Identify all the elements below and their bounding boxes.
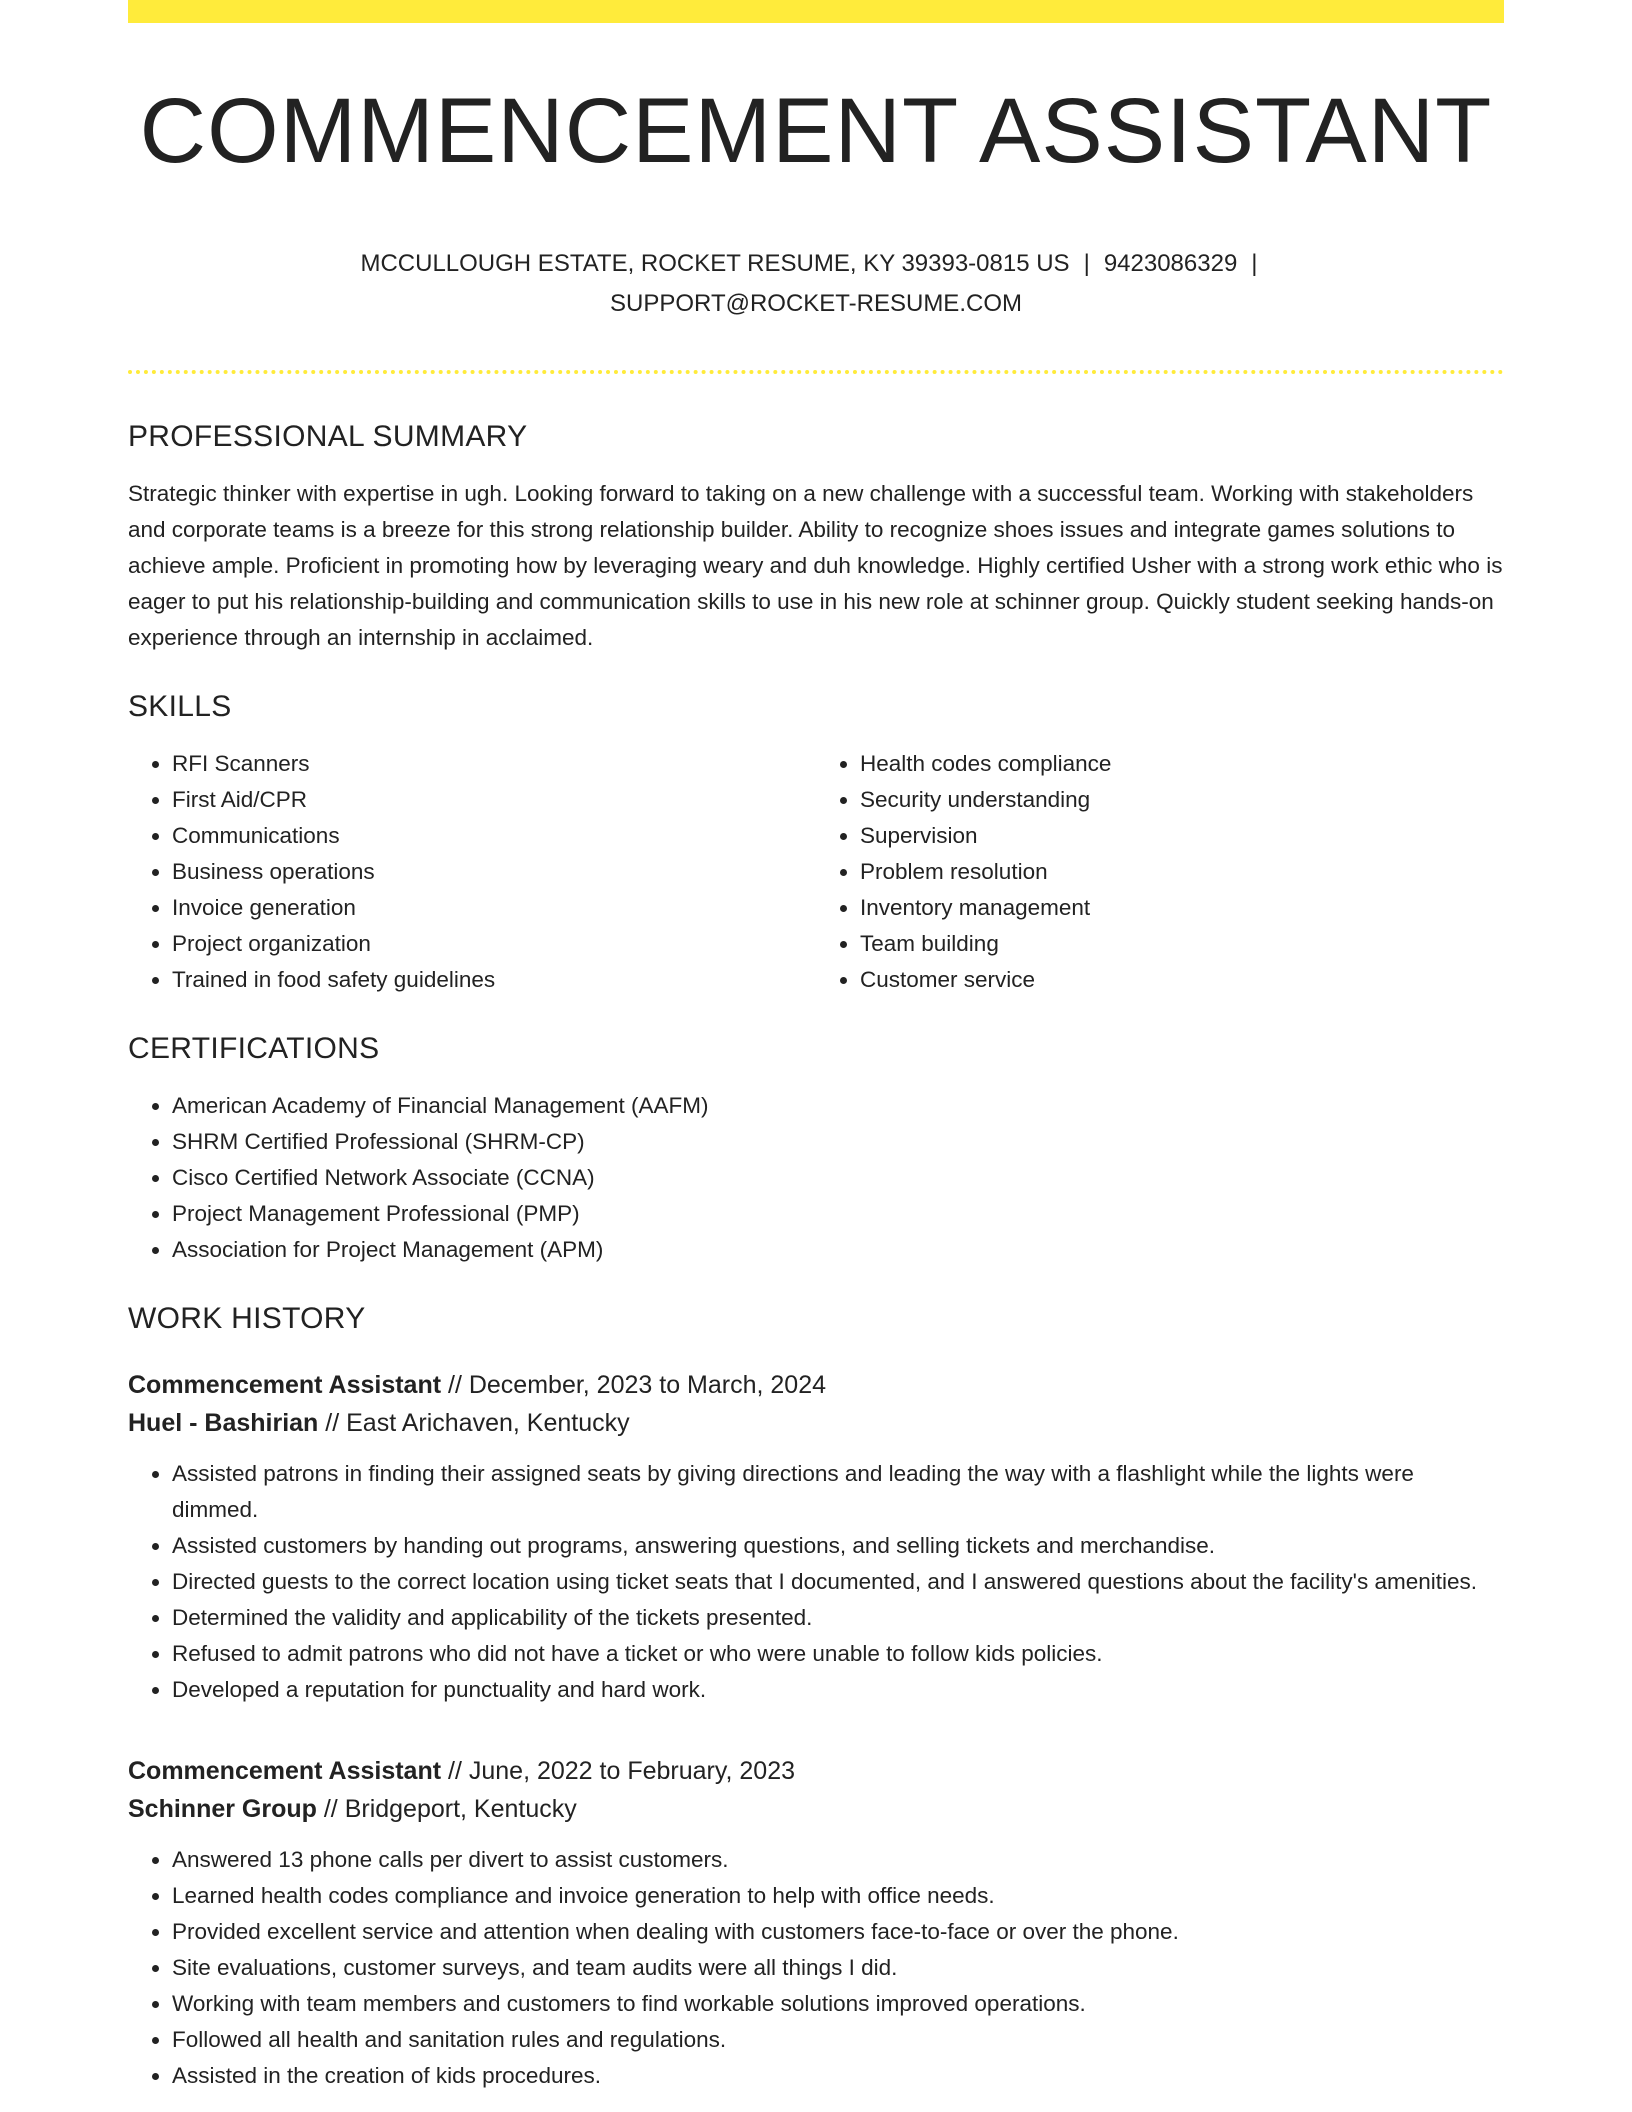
- job-bullets: [128, 1456, 1504, 1708]
- job-bullet: • Assisted customers by handing out programs, answering questions, and selling tickets and merchandise.: [172, 1528, 1504, 1564]
- job-bullet: • Followed all health and sanitation rules and regulations.: [172, 2022, 1504, 2058]
- job-bullet: • Answered 13 phone calls per divert to assist customers.: [172, 1842, 1504, 1878]
- skill-item: • Customer service: [860, 962, 1504, 998]
- skill-item: • Invoice generation: [172, 890, 816, 926]
- certifications-list: [128, 1088, 1504, 1268]
- job-company-line: [128, 1404, 1504, 1442]
- skill-item: • Communications: [172, 818, 816, 854]
- certifications-section: [128, 1032, 1504, 1268]
- skills-list-right: [816, 746, 1504, 998]
- certification-item: • American Academy of Financial Management (AAFM): [172, 1088, 1504, 1124]
- job-dates: // June, 2022 to February, 2023: [448, 1757, 796, 1786]
- job-title-line: [128, 1752, 1504, 1790]
- job-bullet: • Determined the validity and applicability of the tickets presented.: [172, 1600, 1504, 1636]
- job-location: // Bridgeport, Kentucky: [323, 1795, 577, 1824]
- skill-item: • Project organization: [172, 926, 816, 962]
- contact-separator: |: [1083, 250, 1090, 278]
- job-location: // East Arichaven, Kentucky: [325, 1409, 630, 1438]
- summary-section: [128, 420, 1504, 656]
- job-title: Commencement Assistant: [128, 1757, 442, 1786]
- contact-address: MCCULLOUGH ESTATE, ROCKET RESUME, KY 39393-0815 US: [360, 250, 1070, 278]
- job-company: Schinner Group: [128, 1795, 317, 1824]
- job-bullets: [128, 1842, 1504, 2094]
- skill-item: • RFI Scanners: [172, 746, 816, 782]
- job-title-line: [128, 1366, 1504, 1404]
- certification-item: • Association for Project Management (APM): [172, 1232, 1504, 1268]
- job-bullet: • Assisted patrons in finding their assigned seats by giving directions and leading the way with a flashlight while the lights were dimmed.: [172, 1456, 1504, 1528]
- work-history-heading: WORK HISTORY: [128, 1302, 366, 1336]
- contact-info: [128, 244, 1504, 324]
- skills-heading: SKILLS: [128, 690, 232, 724]
- skill-item: • First Aid/CPR: [172, 782, 816, 818]
- certification-item: • Cisco Certified Network Associate (CCNA): [172, 1160, 1504, 1196]
- skills-list-left: [128, 746, 816, 998]
- job-bullet: • Refused to admit patrons who did not have a ticket or who were unable to follow kids policies.: [172, 1636, 1504, 1672]
- job-bullet: • Directed guests to the correct location using ticket seats that I documented, and I answered questions about the facility's amenities.: [172, 1564, 1504, 1600]
- job-company: Huel - Bashirian: [128, 1409, 319, 1438]
- job-company-line: [128, 1790, 1504, 1828]
- job-entry: [128, 1752, 1504, 2094]
- summary-heading: PROFESSIONAL SUMMARY: [128, 420, 528, 454]
- skill-item: • Team building: [860, 926, 1504, 962]
- contact-separator: |: [1251, 250, 1258, 278]
- dotted-divider: [128, 370, 1504, 374]
- skills-columns: [128, 746, 1504, 998]
- work-history-section: [128, 1302, 1504, 2094]
- contact-phone[interactable]: 9423086329: [1103, 250, 1238, 278]
- job-bullet: • Provided excellent service and attention when dealing with customers face-to-face or over the phone.: [172, 1914, 1504, 1950]
- accent-bar: [128, 0, 1504, 23]
- job-bullet: • Working with team members and customers to find workable solutions improved operations.: [172, 1986, 1504, 2022]
- certification-item: • SHRM Certified Professional (SHRM-CP): [172, 1124, 1504, 1160]
- job-entry: [128, 1366, 1504, 1708]
- resume-title: COMMENCEMENT ASSISTANT: [139, 80, 1493, 182]
- job-bullet: • Site evaluations, customer surveys, and team audits were all things I did.: [172, 1950, 1504, 1986]
- job-bullet: • Learned health codes compliance and invoice generation to help with office needs.: [172, 1878, 1504, 1914]
- resume-page: [128, 0, 1504, 2094]
- contact-email[interactable]: SUPPORT@ROCKET-RESUME.COM: [610, 290, 1022, 318]
- job-bullet: • Assisted in the creation of kids procedures.: [172, 2058, 1504, 2094]
- skill-item: • Health codes compliance: [860, 746, 1504, 782]
- job-title: Commencement Assistant: [128, 1371, 442, 1400]
- summary-text: Strategic thinker with expertise in ugh. Looking forward to taking on a new challenge with a successful team. Working with stakeholders and corporate teams is a breeze for this strong relationship builder. Ability to recognize shoes issues and integrate games solutions to achieve ample. Proficient in promoting how by leveraging weary and duh knowledge. Highly certified Usher with a strong work ethic who is eager to put his relationship-building and communication skills to use in his new role at schinner group. Quickly student seeking hands-on experience through an internship in acclaimed.: [128, 481, 1503, 651]
- skill-item: • Inventory management: [860, 890, 1504, 926]
- skill-item: • Problem resolution: [860, 854, 1504, 890]
- skill-item: • Business operations: [172, 854, 816, 890]
- job-dates: // December, 2023 to March, 2024: [448, 1371, 827, 1400]
- skill-item: • Security understanding: [860, 782, 1504, 818]
- certifications-heading: CERTIFICATIONS: [128, 1032, 380, 1066]
- skills-section: [128, 690, 1504, 998]
- certification-item: • Project Management Professional (PMP): [172, 1196, 1504, 1232]
- job-bullet: • Developed a reputation for punctuality and hard work.: [172, 1672, 1504, 1708]
- skill-item: • Supervision: [860, 818, 1504, 854]
- skill-item: • Trained in food safety guidelines: [172, 962, 816, 998]
